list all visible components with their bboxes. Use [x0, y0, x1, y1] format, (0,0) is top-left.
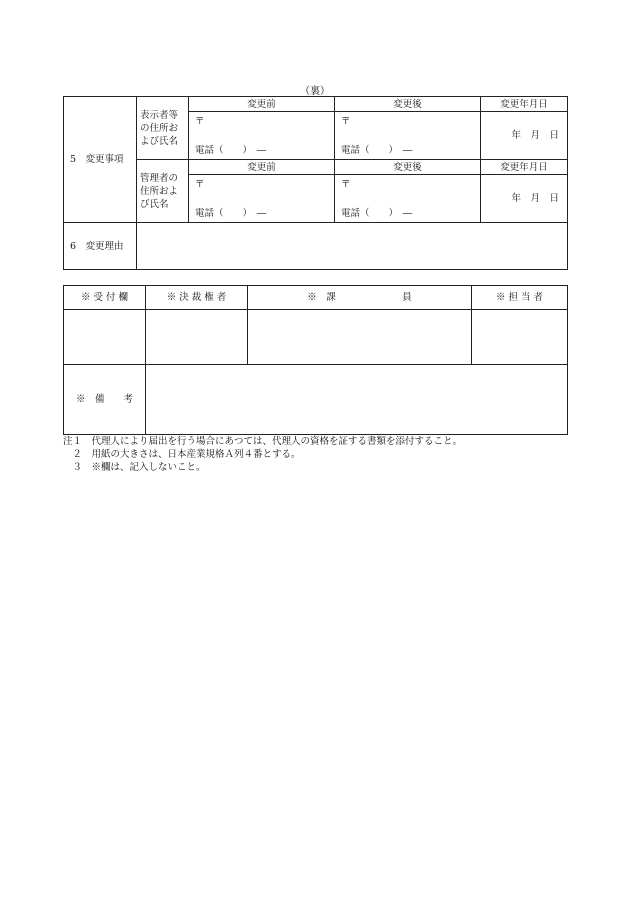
tel-label: 電話（ ） ―: [341, 145, 413, 156]
item1-after-field[interactable]: [335, 112, 481, 160]
postal-mark: 〒: [195, 116, 205, 127]
reception-field[interactable]: [64, 310, 146, 365]
item2-date-field[interactable]: 年 月 日: [481, 175, 568, 223]
remarks-label: ※ 備 考: [64, 365, 146, 435]
reason-label: 6 変更理由: [64, 223, 137, 270]
item2-after-header: 変更後: [335, 160, 481, 175]
item2-date-header: 変更年月日: [481, 160, 568, 175]
change-items-table: [63, 96, 568, 270]
reason-field[interactable]: [137, 223, 568, 270]
item1-date-field[interactable]: 年 月 日: [481, 112, 568, 160]
note-2: ２ 用紙の大きさは、日本産業規格Ａ列４番とする。: [63, 449, 301, 460]
remarks-field[interactable]: [146, 365, 568, 435]
tel-label: 電話（ ） ―: [195, 145, 267, 156]
change-items-label: 5 変更事項: [64, 97, 137, 223]
decision-field[interactable]: [146, 310, 248, 365]
item2-label: 管理者の住所および氏名: [137, 160, 189, 223]
item1-date-header: 変更年月日: [481, 97, 568, 112]
item1-after-header: 変更後: [335, 97, 481, 112]
item1-before-header: 変更前: [189, 97, 335, 112]
section-field[interactable]: [248, 310, 472, 365]
person-header: ※ 担 当 者: [472, 286, 568, 310]
section-header: ※ 課 員: [248, 286, 472, 310]
tel-label: 電話（ ） ―: [341, 208, 413, 219]
note-3: ３ ※欄は、記入しないこと。: [63, 462, 206, 473]
tel-label: 電話（ ） ―: [195, 208, 267, 219]
notes: [63, 435, 567, 474]
postal-mark: 〒: [341, 116, 351, 127]
postal-mark: 〒: [195, 179, 205, 190]
item2-after-field[interactable]: [335, 175, 481, 223]
office-use-table: [63, 285, 568, 435]
postal-mark: 〒: [341, 179, 351, 190]
reception-header: ※ 受 付 欄: [64, 286, 146, 310]
item2-before-field[interactable]: [189, 175, 335, 223]
page-label: （裏）: [300, 86, 330, 97]
note-1: 注１ 代理人により届出を行う場合にあつては、代理人の資格を証する書類を添付すること。: [63, 436, 463, 447]
item2-before-header: 変更前: [189, 160, 335, 175]
item1-before-field[interactable]: [189, 112, 335, 160]
decision-header: ※ 決 裁 権 者: [146, 286, 248, 310]
item1-label: 表示者等の住所および氏名: [137, 97, 189, 160]
person-field[interactable]: [472, 310, 568, 365]
